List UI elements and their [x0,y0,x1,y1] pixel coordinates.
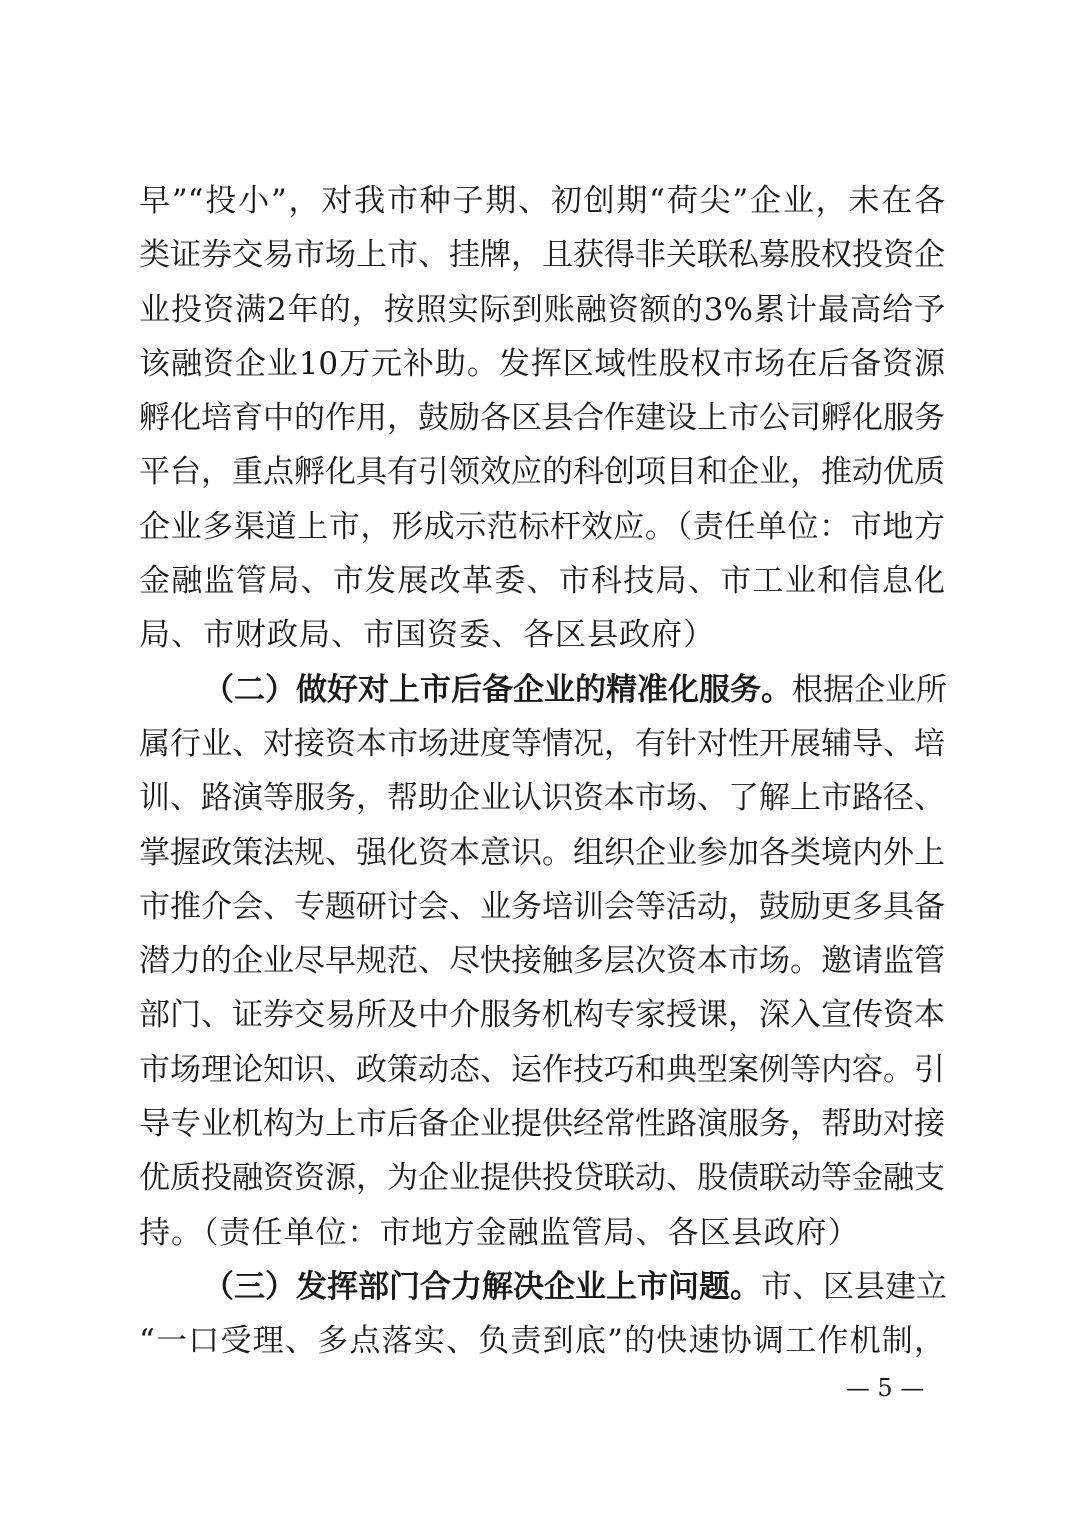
text-line: 持。（责任单位：市地方金融监管局、各区县政府） [139,1214,860,1251]
page-number: — 5 — [845,1374,925,1402]
text-line: 导专业机构为上市后备企业提供经常性路演服务，帮助对接 [139,1106,945,1143]
body-text [139,174,945,1369]
text-line: 优质投融资资源，为企业提供投贷联动、股债联动等金融支 [139,1160,945,1197]
text-line: 类证券交易市场上市、挂牌，且获得非关联私募股权投资企 [139,237,945,274]
text-line: 该融资企业10万元补助。发挥区域性股权市场在后备资源 [139,345,945,382]
text-fragment: 根据企业所 [792,671,947,708]
text-line: 潜力的企业尽早规范、尽快接触多层次资本市场。邀请监管 [139,943,945,980]
text-line: 训、路演等服务，帮助企业认识资本市场、了解上市路径、 [139,780,945,817]
text-line: 市推介会、专题研讨会、业务培训会等活动，鼓励更多具备 [139,888,945,925]
text-line: 金融监管局、市发展改革委、市科技局、市工业和信息化 [139,563,945,600]
text-line: 掌握政策法规、强化资本意识。组织企业参加各类境内外上 [139,834,945,871]
text-line: “一口受理、多点落实、负责到底”的快速协调工作机制， [139,1323,945,1360]
section-heading: （三）发挥部门合力解决企业上市问题。 [203,1268,761,1305]
text-fragment: 市、区县建立 [761,1268,947,1305]
text-line: 部门、证券交易所及中介服务机构专家授课，深入宣传资本 [139,997,945,1034]
paragraph-first-line [139,663,945,717]
text-line: 早”“投小”，对我市种子期、初创期“荷尖”企业，未在各 [139,183,945,219]
text-line: 局、市财政局、市国资委、各区县政府） [139,617,715,654]
text-line: 孵化培育中的作用，鼓励各区县合作建设上市公司孵化服务 [139,400,945,437]
text-line: 业投资满2年的，按照实际到账融资额的3%累计最高给予 [139,291,945,328]
text-line: 属行业、对接资本市场进度等情况，有针对性开展辅导、培 [139,725,945,762]
text-line: 平台，重点孵化具有引领效应的科创项目和企业，推动优质 [139,454,945,491]
paragraph-first-line [139,1260,945,1314]
text-line: 市场理论知识、政策动态、运作技巧和典型案例等内容。引 [139,1051,945,1088]
text-line: 企业多渠道上市，形成示范标杆效应。（责任单位：市地方 [139,508,945,545]
section-heading: （二）做好对上市后备企业的精准化服务。 [203,671,792,708]
